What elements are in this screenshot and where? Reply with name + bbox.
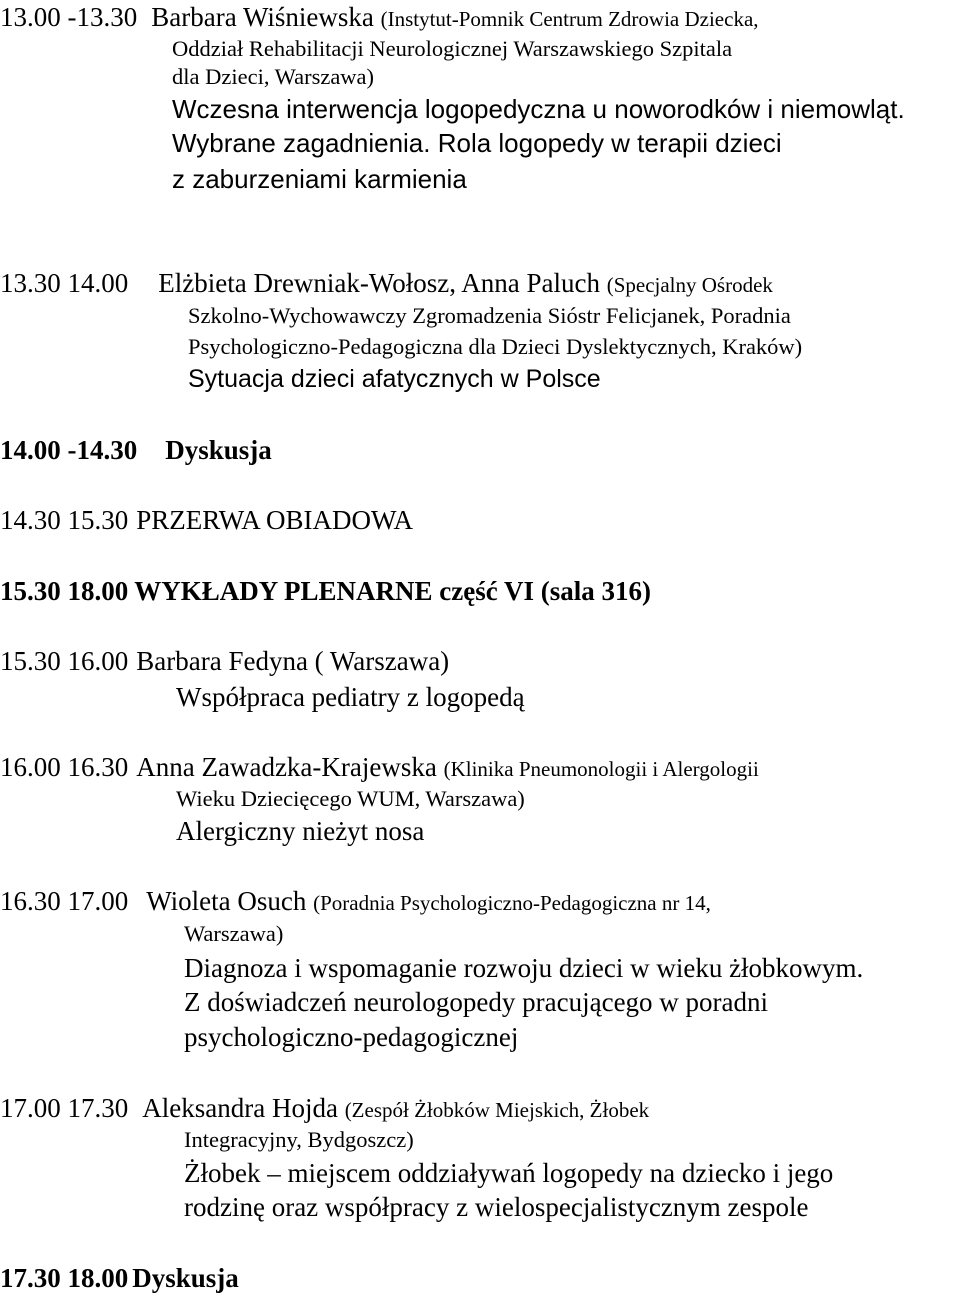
lecture-title: psychologiczno-pedagogicznej (184, 1022, 519, 1052)
session-plenary (0, 578, 651, 605)
speaker-name: Barbara Wiśniewska (151, 2, 374, 32)
speaker-affiliation: Warszawa) (184, 921, 284, 946)
lecture-title: z zaburzeniami karmienia (172, 164, 467, 194)
lecture-title: Alergiczny nieżyt nosa (176, 816, 425, 846)
session-time: 17.30 18.00 (0, 1263, 129, 1293)
lecture-title: Współpraca pediatry z logopedą (176, 682, 525, 712)
lecture-title: Sytuacja dzieci afatycznych w Polsce (188, 365, 601, 393)
speaker-affiliation: (Poradnia Psychologiczno-Pedagogiczna nr 14, (313, 891, 711, 915)
lecture-title: Wybrane zagadnienia. Rola logopedy w terapii dzieci (172, 128, 782, 158)
speaker-name: Elżbieta Drewniak-Wołosz, Anna Paluch (158, 268, 600, 298)
session-time: 13.30 14.00 (0, 268, 129, 298)
speaker-affiliation: Integracyjny, Bydgoszcz) (184, 1127, 414, 1152)
session-time: 14.30 15.30 (0, 505, 129, 535)
session-lunch-break (0, 507, 413, 534)
session-time: 14.00 -14.30 (0, 435, 138, 465)
speaker-affiliation: (Klinika Pneumonologii i Alergologii (443, 757, 759, 781)
speaker-affiliation: (Specjalny Ośrodek (606, 273, 773, 297)
speaker-affiliation: Wieku Dziecięcego WUM, Warszawa) (176, 786, 525, 811)
session-time: 15.30 16.00 (0, 646, 129, 676)
speaker-affiliation: (Zespół Żłobków Miejskich, Żłobek (344, 1098, 650, 1122)
speaker-affiliation: Oddział Rehabilitacji Neurologicznej Warszawskiego Szpitala (172, 36, 733, 61)
speaker-name: Anna Zawadzka-Krajewska (136, 752, 437, 782)
session-discussion (0, 437, 272, 464)
lecture-title: Wczesna interwencja logopedyczna u noworodków i niemowląt. (172, 94, 905, 124)
speaker-affiliation: (Instytut-Pomnik Centrum Zdrowia Dziecka, (380, 7, 759, 31)
session-label: Dyskusja (132, 1263, 239, 1293)
session-label: WYKŁADY PLENARNE część VI (sala 316) (134, 576, 651, 606)
lecture-title: Z doświadczeń neurologopedy pracującego w poradni (184, 987, 769, 1017)
speaker-name: Aleksandra Hojda (142, 1093, 338, 1123)
session-time: 17.00 17.30 (0, 1093, 129, 1123)
session-label: PRZERWA OBIADOWA (136, 505, 414, 535)
speaker-affiliation: Psychologiczno-Pedagogiczna dla Dzieci Dyslektycznych, Kraków) (188, 334, 803, 359)
lecture-title: rodzinę oraz współpracy z wielospecjalistycznym zespole (184, 1192, 809, 1222)
speaker-name: Barbara Fedyna ( Warszawa) (136, 646, 450, 676)
session-label: Dyskusja (165, 435, 272, 465)
lecture-title: Diagnoza i wspomaganie rozwoju dzieci w wieku żłobkowym. (184, 953, 864, 983)
session-time: 13.00 -13.30 (0, 2, 138, 32)
speaker-affiliation: dla Dzieci, Warszawa) (172, 64, 375, 89)
lecture-title: Żłobek – miejscem oddziaływań logopedy na dziecko i jego (184, 1158, 834, 1188)
session-time: 16.30 17.00 (0, 886, 129, 916)
speaker-name: Wioleta Osuch (146, 886, 307, 916)
session-time: 15.30 18.00 (0, 576, 129, 606)
speaker-affiliation: Szkolno-Wychowawczy Zgromadzenia Sióstr Felicjanek, Poradnia (188, 303, 791, 328)
session-time: 16.00 16.30 (0, 752, 129, 782)
session-final-discussion (0, 1265, 239, 1292)
